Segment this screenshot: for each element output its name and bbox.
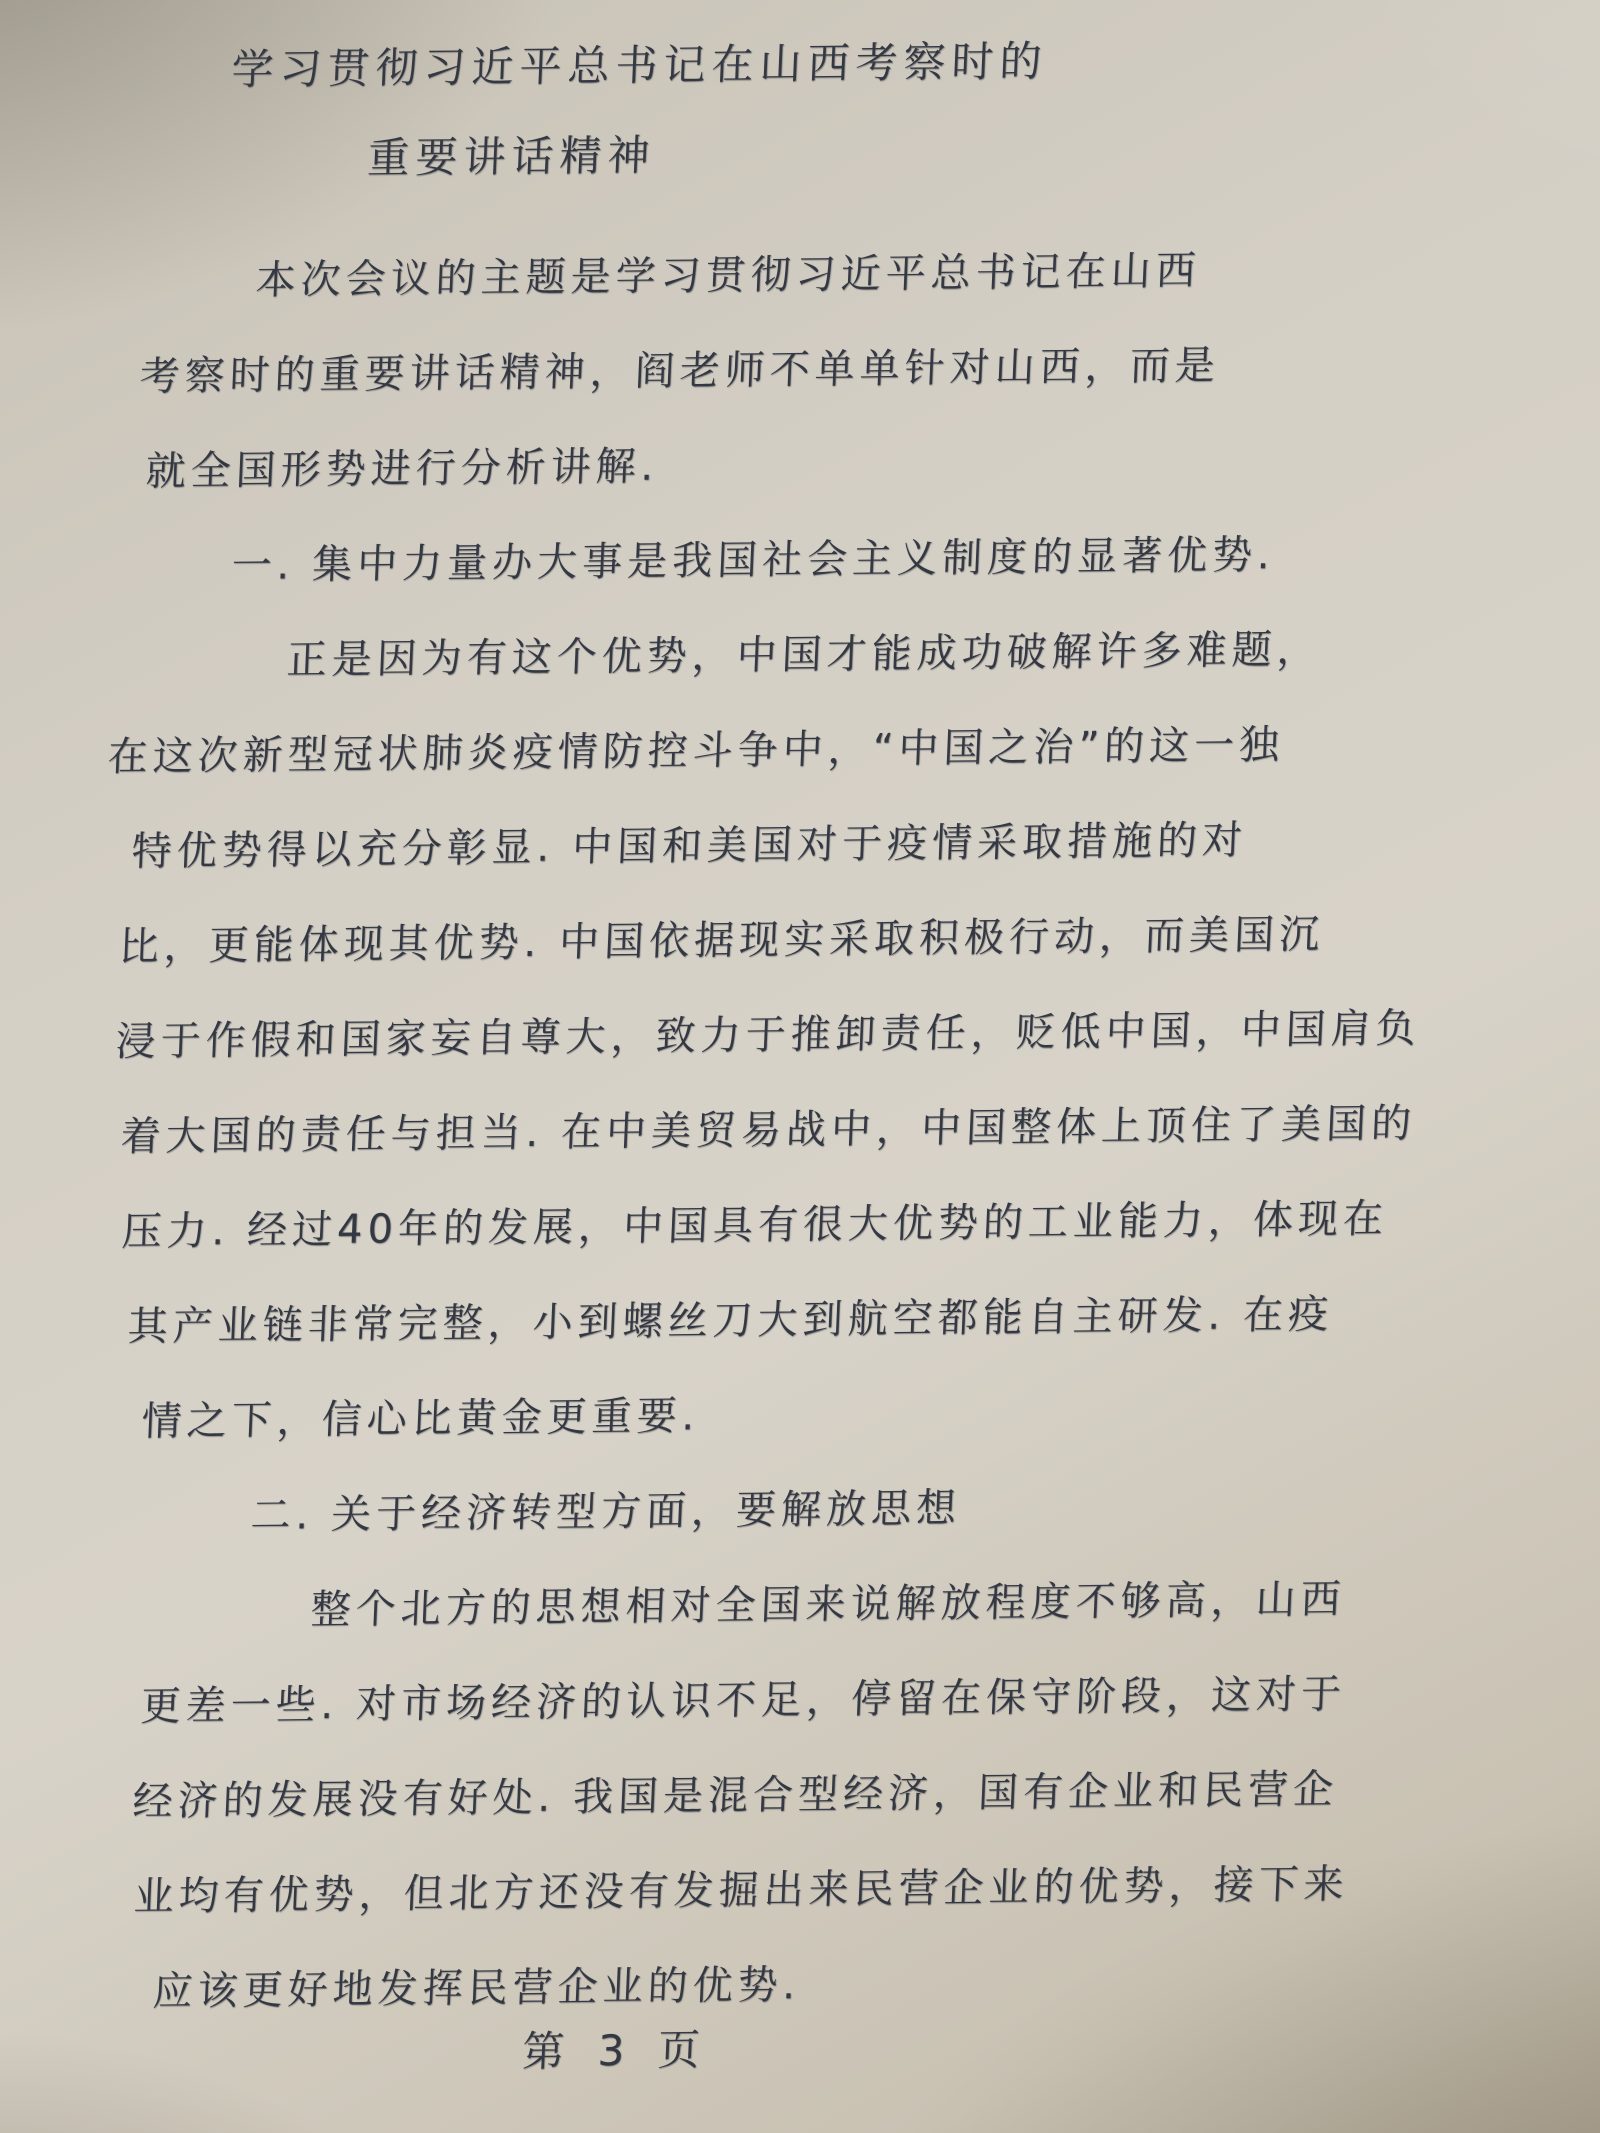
handwritten-line-text: 经济的发展没有好处. 我国是混合型经济，国有企业和民营企: [131, 1766, 1339, 1826]
handwritten-line-text: 二. 关于经济转型方面，要解放思想: [249, 1485, 963, 1539]
handwritten-line-text: 特优势得以充分彰显. 中国和美国对于疫情采取措施的对: [130, 817, 1248, 876]
handwritten-line: [116, 1546, 1587, 1656]
handwritten-line: [111, 1071, 1582, 1181]
handwritten-line-text: 就全国形势进行分析讲解.: [144, 443, 659, 495]
handwritten-line-text: 压力. 经过40年的发展，中国具有很大优势的工业能力，体现在: [120, 1195, 1389, 1256]
handwritten-line-text: 其产业链非常完整，小到螺丝刀大到航空都能自主研发. 在疫: [126, 1291, 1334, 1351]
handwritten-line: [119, 1831, 1590, 1941]
handwritten-line-text: 着大国的责任与担当. 在中美贸易战中，中国整体上顶住了美国的: [119, 1100, 1418, 1161]
handwritten-line: [117, 1641, 1588, 1751]
document-title-line: [101, 98, 1572, 203]
handwritten-line-text: 考察时的重要讲话精神，阎老师不单单针对山西，而是: [138, 342, 1221, 400]
handwritten-line-text: 比，更能体现其优势. 中国依据现实采取积极行动，而美国沉: [117, 911, 1326, 971]
handwritten-line-text: 本次会议的主题是学习贯彻习近平总书记在山西: [254, 247, 1202, 304]
handwritten-line-text: 正是因为有这个优势，中国才能成功破解许多难题，: [285, 626, 1323, 684]
document-title-line-text: 重要讲话精神: [365, 130, 657, 183]
handwritten-line-text: 情之下，信心比黄金更重要.: [140, 1393, 701, 1445]
handwritten-line: [109, 881, 1580, 991]
handwritten-line: [102, 216, 1573, 326]
handwritten-line: [112, 1166, 1583, 1276]
handwritten-line: [105, 501, 1576, 611]
handwritten-line: [114, 1356, 1585, 1466]
page-number-label: 第 3 页: [520, 2025, 711, 2077]
handwritten-line: [107, 691, 1578, 801]
handwritten-line: [115, 1451, 1586, 1561]
handwritten-line-text: 整个北方的思想相对全国来说解放程度不够高，山西: [309, 1576, 1347, 1634]
handwritten-line-text: 应该更好地发挥民营企业的优势.: [151, 1962, 801, 2015]
handwritten-line: [110, 976, 1581, 1086]
handwritten-line: [106, 596, 1577, 706]
document-title-line-text: 学习贯彻习近平总书记在山西考察时的: [230, 36, 1049, 94]
handwritten-line-text: 浸于作假和国家妄自尊大，致力于推卸责任，贬低中国，中国肩负: [114, 1005, 1422, 1066]
handwritten-line-text: 在这次新型冠状肺炎疫情防控斗争中，“中国之治”的这一独: [106, 721, 1286, 781]
handwritten-line: [118, 1736, 1589, 1846]
handwritten-line: [104, 406, 1575, 516]
handwritten-line: [113, 1261, 1584, 1371]
handwritten-line-text: 业均有优势，但北方还没有发掘出来民营企业的优势，接下来: [132, 1861, 1350, 1921]
handwritten-line-text: 一. 集中力量办大事是我国社会主义制度的显著优势.: [230, 532, 1276, 589]
handwritten-line: [108, 786, 1579, 896]
document-title-line: [100, 8, 1571, 113]
text-block: [100, 8, 1591, 2036]
handwritten-line: [103, 311, 1574, 421]
handwritten-line-text: 更差一些. 对市场经济的认识不足，停留在保守阶段，这对于: [139, 1671, 1347, 1731]
